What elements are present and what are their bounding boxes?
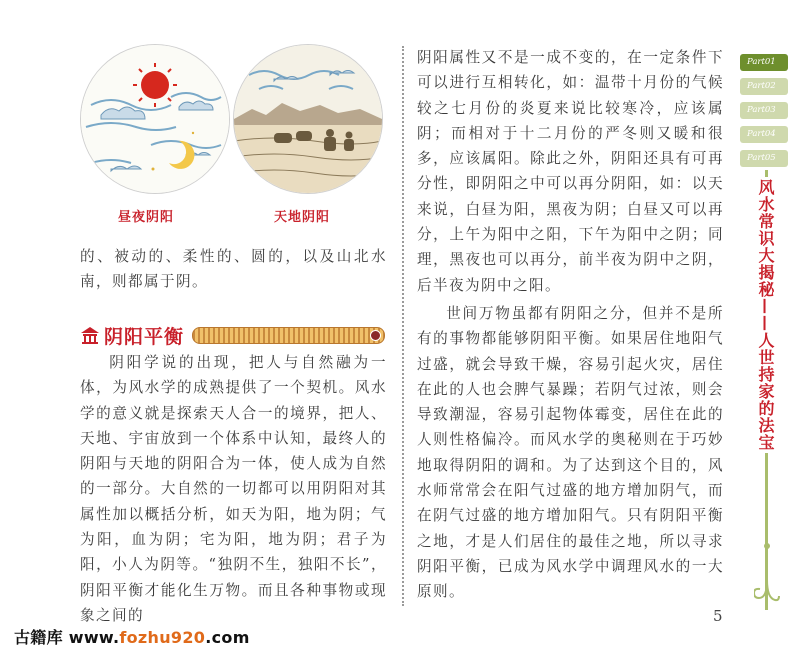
heaven-earth-illustration (233, 44, 383, 194)
left-intro-paragraph: 的、被动的、柔性的、圆的，以及山北水南，则都属于阴。 (80, 248, 387, 291)
part-tabs (740, 54, 788, 174)
section-title: 阴阳平衡 (104, 325, 185, 348)
left-body-text (80, 350, 387, 628)
caption-day-night: 昼夜阴阳 (118, 210, 175, 225)
left-body-paragraph: 阴阳学说的出现，把人与自然融为一体，为风水学的成熟提供了一个契机。风水学的意义就是探索天人合一的境界，把人、天地、宇宙放到一个体系中认知，最终人的阴阳与天地的阴阳合为一体，使人成为自然的一部分。大自然的一切都可以用阴阳对其属性加以概括分析，如天为阳，地为阴；气为阳，血为阴；宅为阳，地为阴；君子为阳，小人为阴等。“独阴不生，独阳不长”，阴阳平衡才能化生万物。而且各种事物或现象之间的 (80, 354, 387, 624)
watermark-domain: fozhu920 (119, 628, 206, 647)
tab-part05[interactable]: Part05 (740, 150, 788, 167)
tab-part03[interactable]: Part03 (740, 102, 788, 119)
section-heading (80, 321, 385, 349)
right-paragraph-2: 世间万物虽都有阴阳之分，但并不是所有的事物都能够阴阳平衡。如果居住地阳气过盛，就会导致干燥，容易引起火灾，居住在此的人也会脾气暴躁；若阴气过浓，则会导致潮湿，容易引起物体霉变，居住在此的人则性格偏冷。而风水学的奥秘则在于巧妙地取得阴阳的调和。为了达到这个目的，风水师常常会在阳气过盛的地方增加阴气，而在阴气过盛的地方增加阳气。只有阴阳平衡之地，才是人们居住的最佳之地，所以寻求阴阳平衡，已成为风水学中调理风水的一大原则。 (417, 304, 724, 601)
site-watermark (14, 625, 250, 648)
right-paragraph-1: 阴阳属性又不是一成不变的，在一定条件下可以进行互相转化，如：温带十月份的气候较之七月份的炎夏来说比较寒冷，应该属阴；而相对于十二月份的严冬则又暖和很多，应该属阳。除此之外，阴阳还具有可再分性，即阴阳之中可以再分阴阳，如：以天来说，白昼为阳，黑夜为阴；白昼又可以再分，上午为阳中之阳，下午为阳中之阴；同理，黑夜也可以再分，前半夜为阴中之阴，后半夜为阴中之阳。 (417, 49, 724, 294)
watermark-prefix: 古籍库 www. (14, 628, 120, 647)
left-intro-text (80, 244, 387, 295)
swirl-ornament-icon (754, 540, 780, 610)
vertical-book-title: 风水常识大揭秘——人世持家的法宝 (756, 179, 775, 451)
section-decoration-bar (192, 327, 385, 344)
watermark-suffix: .com (205, 628, 250, 647)
day-night-illustration (80, 44, 230, 194)
page-number: 5 (713, 607, 723, 625)
temple-icon (80, 326, 100, 344)
tab-part04[interactable]: Part04 (740, 126, 788, 143)
caption-heaven-earth: 天地阴阳 (274, 210, 331, 225)
right-column-text (417, 45, 724, 605)
tab-part02[interactable]: Part02 (740, 78, 788, 95)
tab-part01[interactable]: Part01 (740, 54, 788, 71)
column-divider (402, 46, 404, 606)
